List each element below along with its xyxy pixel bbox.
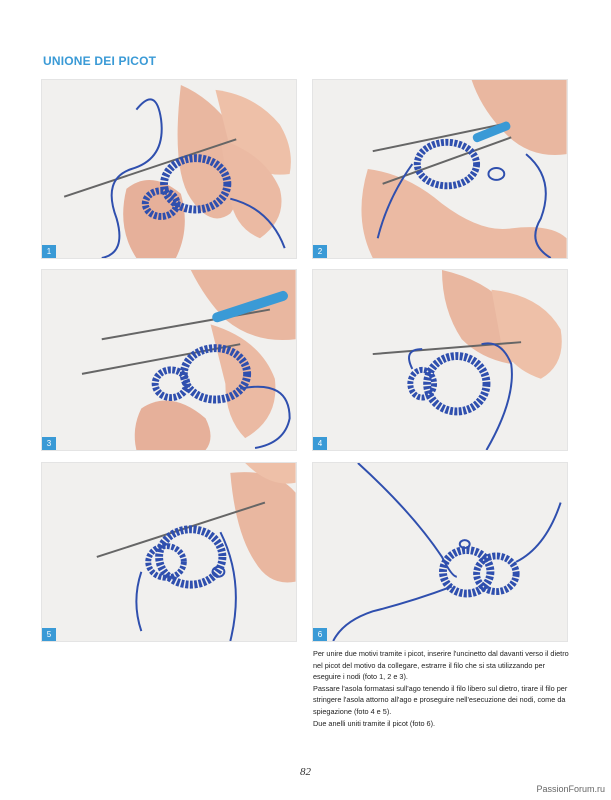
instructions-text [313,648,569,729]
photo-number: 6 [313,628,327,641]
photo-1-illustration [42,80,296,258]
photo-number: 4 [313,437,327,450]
photo-3 [41,269,297,451]
instruction-paragraph: Per unire due motivi tramite i picot, inserire l'uncinetto dal davanti verso il dietro nel picot del motivo da collegare, estrarre il filo che si sta utilizzando per eseguire i nodi (foto 1, 2 e 3). [313,649,569,682]
photo-number: 5 [42,628,56,641]
photo-6-illustration [313,463,567,641]
photo-4-illustration [313,270,567,450]
page-number: 82 [300,766,311,778]
photo-3-illustration [42,270,296,450]
photo-number: 2 [313,245,327,258]
photo-5 [41,462,297,642]
photo-5-illustration [42,463,296,641]
photo-6 [312,462,568,642]
photo-2 [312,79,568,259]
photo-4 [312,269,568,451]
instruction-paragraph: Due anelli uniti tramite il picot (foto 6). [313,718,436,728]
photo-number: 1 [42,245,56,258]
section-title: UNIONE DEI PICOT [43,54,157,68]
photo-2-illustration [313,80,567,258]
photo-number: 3 [42,437,56,450]
watermark: PassionForum.ru [536,784,605,794]
instruction-paragraph: Passare l'asola formatasi sull'ago tenendo il filo libero sul dietro, tirare il filo per stringere l'asola attorno all'ago e proseguire nell'esecuzione dei nodi, come da spiegazione (foto 4 e 5). [313,683,568,716]
photo-1 [41,79,297,259]
